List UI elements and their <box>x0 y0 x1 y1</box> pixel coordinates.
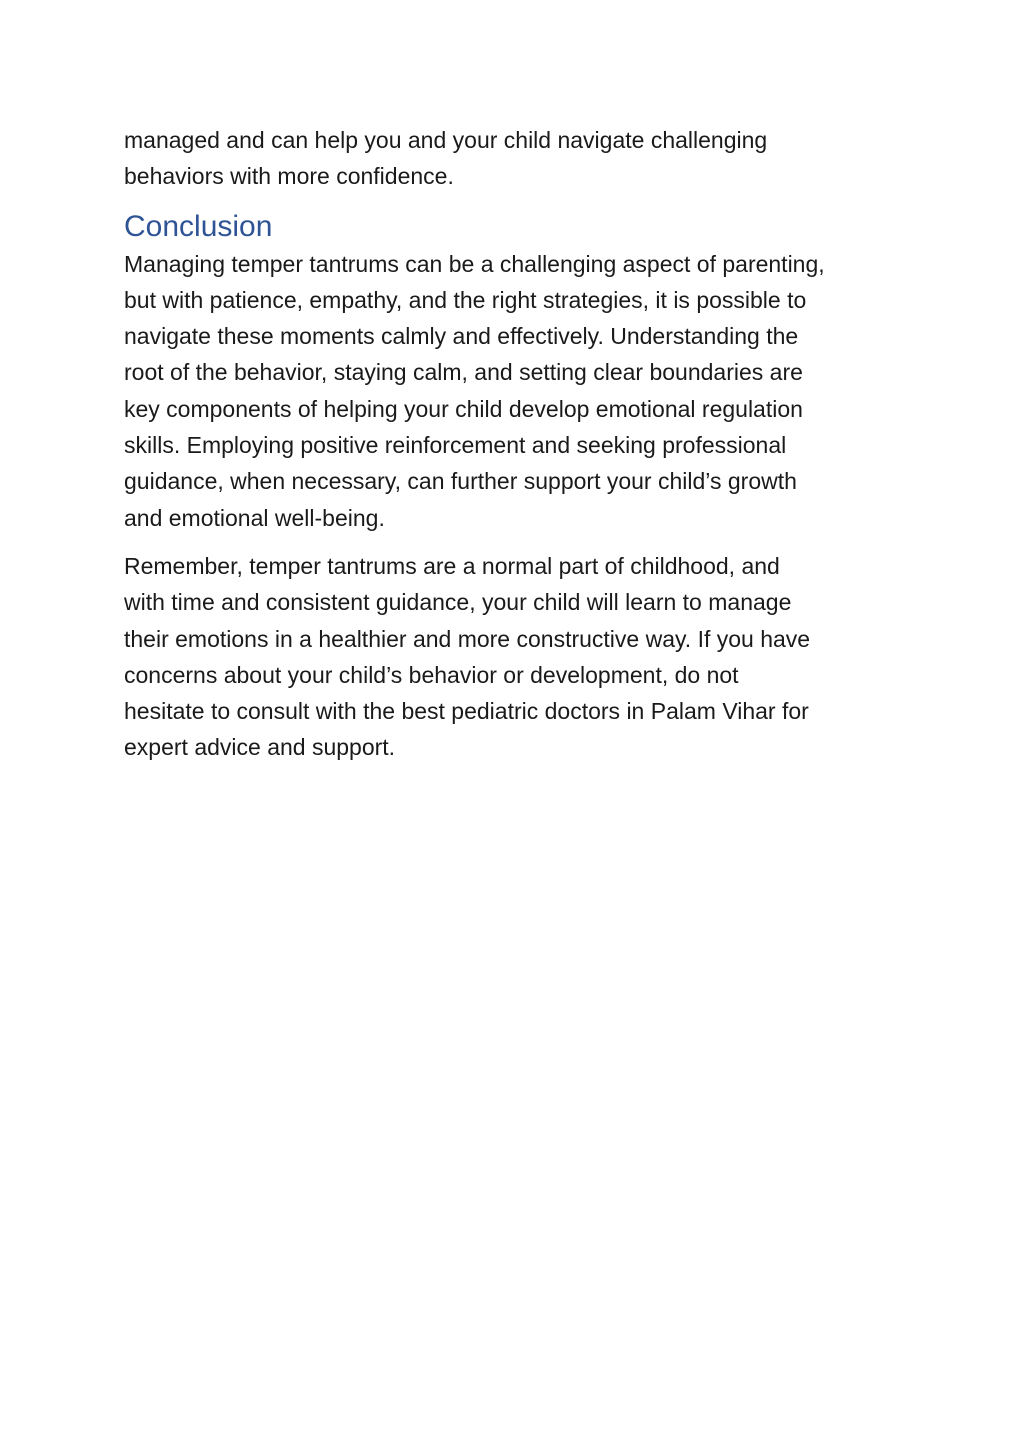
continuation-paragraph: managed and can help you and your child navigate challenging behaviors with more confidence. <box>124 127 768 190</box>
conclusion-paragraph-1: Managing temper tantrums can be a challenging aspect of parenting, but with patience, empathy, and the right strategies, it is possible to navigate these moments calmly and effectively. Understanding the root of the behavior, staying calm, and setting clear boundaries are key components of helping your child develop emotional regulation skills. Employing positive reinforcement and seeking professional guidance, when necessary, can further support your child’s growth and emotional well-being. <box>124 250 825 531</box>
conclusion-paragraph-2: Remember, temper tantrums are a normal part of childhood, and with time and consistent guidance, your child will learn to manage their emotions in a healthier and more constructive way. If you have concerns about your child’s behavior or development, do not hesitate to consult with the best pediatric doctors in Palam Vihar for expert advice and support. <box>124 552 811 761</box>
conclusion-heading: Conclusion <box>124 209 273 243</box>
document-page <box>124 122 899 766</box>
